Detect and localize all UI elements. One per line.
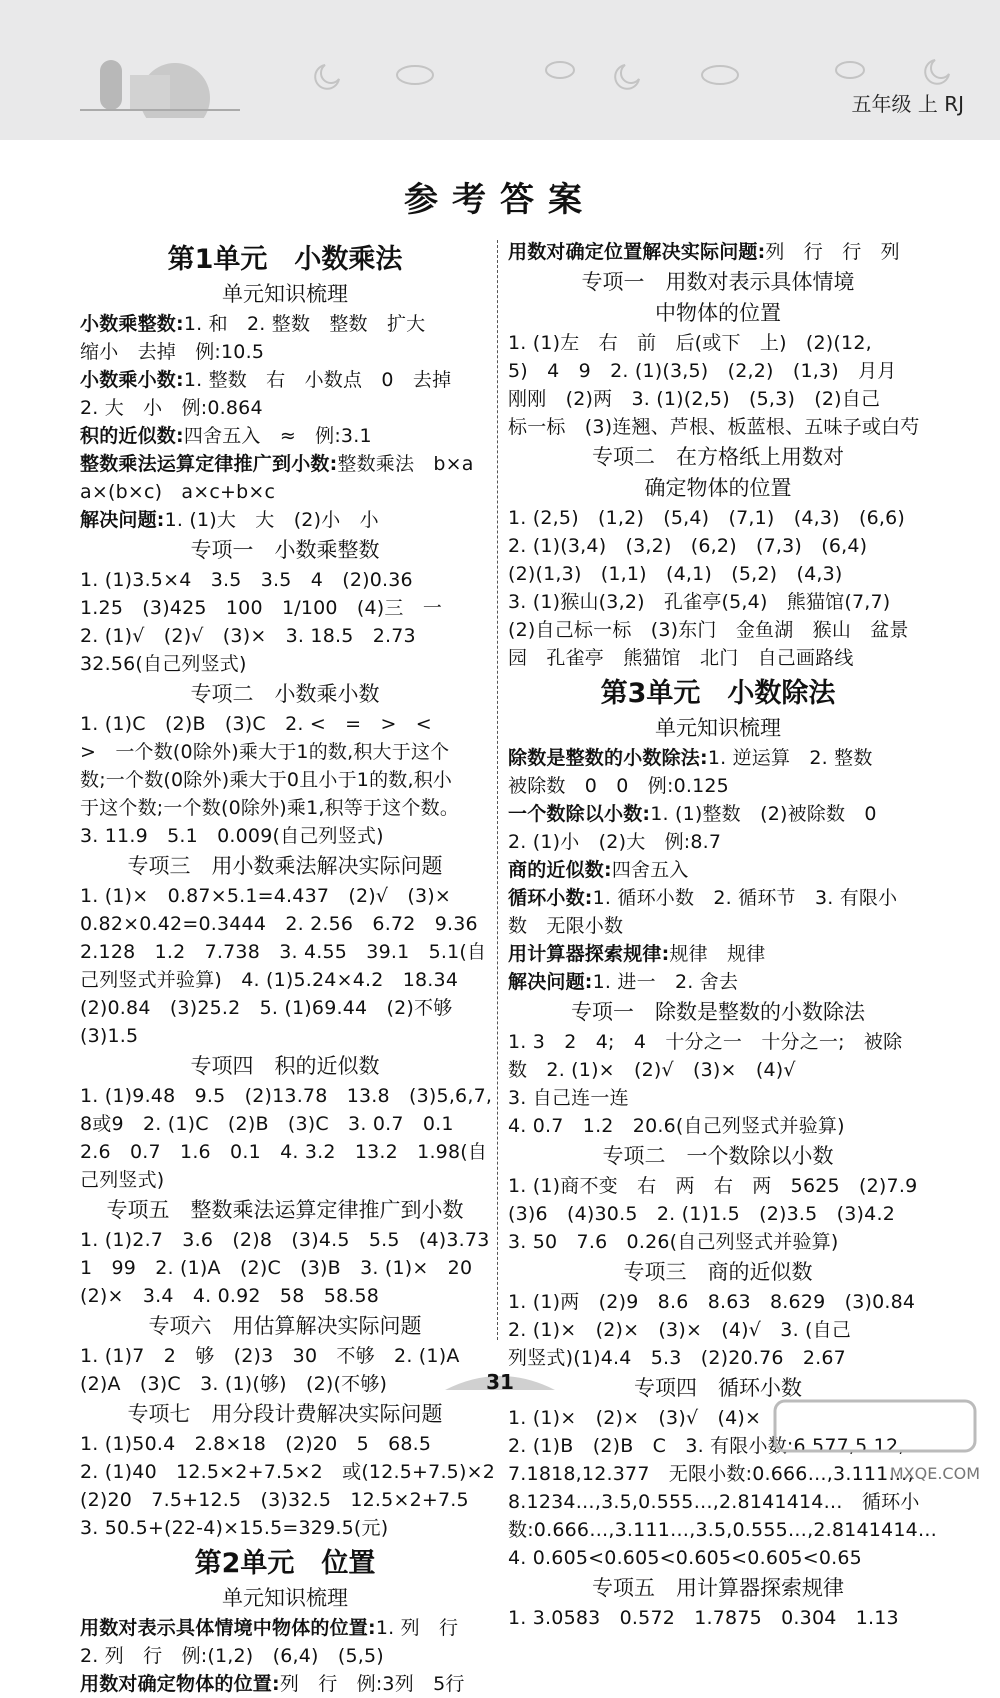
answer-line [80,794,490,822]
answer-line [80,910,490,938]
topic-label: 小数乘小数: [80,369,184,391]
unit-heading [80,242,490,278]
line-text: 1. (1)× 0.87×5.1=4.437 (2)√ (3)× [80,885,452,907]
answer-line [508,884,928,912]
answer-line [80,1226,490,1254]
line-text: (2)(1,3) (1,1) (4,1) (5,2) (4,3) [508,563,843,585]
line-text: 第3单元 小数除法 [600,678,836,709]
unit-heading [80,1546,490,1582]
line-text: 8.1234…,3.5,0.555…,2.8141414… 循环小 [508,1491,920,1513]
line-text: 3. 50.5+(22-4)×15.5=329.5(元) [80,1517,389,1539]
answer-line [508,1460,928,1488]
answer-line [508,1084,928,1112]
topic-label: 用数对表示具体情境中物体的位置: [80,1617,376,1639]
answer-line [80,1458,495,1486]
answer-line [508,800,928,828]
topic-label: 除数是整数的小数除法: [508,747,708,769]
line-text: 数 无限小数 [508,915,624,937]
answer-line [80,1342,490,1370]
line-text: 己列竖式) [80,1169,165,1191]
line-text: 专项四 循环小数 [634,1376,802,1400]
section-heading [508,1142,928,1171]
unit-heading [508,676,928,712]
topic-label: 解决问题: [80,509,165,531]
answer-line [508,357,928,385]
answer-line [80,650,490,678]
answer-line [80,1082,493,1110]
line-text: 专项二 一个数除以小数 [602,1144,834,1168]
answer-line [80,422,490,450]
answer-line [80,566,490,594]
section-heading [80,1400,490,1429]
line-text: 1. 整数 右 小数点 0 去掉 [183,369,452,391]
answer-line [80,1430,490,1458]
column-divider [497,240,498,1340]
line-text: 1. (1)两 (2)9 8.6 8.63 8.629 (3)0.84 [508,1291,916,1313]
line-text: 专项七 用分段计费解决实际问题 [127,1402,443,1426]
line-text: (2)自己标一标 (3)东门 金鱼湖 猴山 盆景 [508,619,909,641]
topic-label: 商的近似数: [508,859,612,881]
line-text: 单元知识梳理 [222,282,348,306]
section-heading [508,474,928,503]
section-heading [508,268,928,297]
line-text: 1. (2,5) (1,2) (5,4) (7,1) (4,3) (6,6) [508,507,906,529]
line-text: 专项三 商的近似数 [623,1260,813,1284]
answer-line [508,1112,928,1140]
line-text: 2. (1)小 (2)大 例:8.7 [508,831,722,853]
answer-line [80,594,490,622]
line-text: 2.128 1.2 7.738 3. 4.55 39.1 5.1(自 [80,941,487,963]
line-text: 1. 3.0583 0.572 1.7875 0.304 1.13 [508,1607,899,1629]
line-text: 0.82×0.42=0.3444 2. 2.56 6.72 9.36 [80,913,478,935]
answer-line [508,912,928,940]
answer-line [508,560,928,588]
answer-line [80,1642,490,1670]
answer-line [508,1200,928,1228]
banner-wave [0,118,1000,158]
answer-line [508,616,928,644]
answer-line [508,1028,928,1056]
line-text: 8或9 2. (1)C (2)B (3)C 3. 0.7 0.1 [80,1113,454,1135]
line-text: 1 99 2. (1)A (2)C (3)B 3. (1)× 20 [80,1257,473,1279]
line-text: 专项五 用计算器探索规律 [592,1576,844,1600]
line-text: (2)× 3.4 4. 0.92 58 58.58 [80,1285,380,1307]
answer-line [80,622,490,650]
line-text: 数 2. (1)× (2)√ (3)× (4)√ [508,1059,796,1081]
line-text: 1. (1)大 大 (2)小 小 [164,509,379,531]
topic-label: 用计算器探索规律: [508,943,670,965]
line-text: 2. 大 小 例:0.864 [80,397,263,419]
answer-line [80,1166,490,1194]
line-text: 整数乘法 b×a [337,453,474,475]
answer-line [508,1488,928,1516]
answer-line [80,738,490,766]
watermark-logo [770,1391,980,1461]
answer-line [80,394,490,422]
line-text: 被除数 0 0 例:0.125 [508,775,729,797]
line-text: (2)A (3)C 3. (1)(够) (2)(不够) [80,1373,388,1395]
line-text: 专项一 除数是整数的小数除法 [571,1000,865,1024]
answer-line [80,766,490,794]
section-heading [80,1052,490,1081]
section-heading [80,280,490,309]
line-text: (2)20 7.5+12.5 (3)32.5 12.5×2+7.5 [80,1489,469,1511]
line-text: 第1单元 小数乘法 [167,244,403,275]
line-text: 专项三 用小数乘法解决实际问题 [127,854,443,878]
line-text: 2. 列 行 例:(1,2) (6,4) (5,5) [80,1645,384,1667]
answer-line [80,338,490,366]
answer-line [80,1614,490,1642]
page-title: 参考答案 [404,180,596,220]
answer-line [508,504,928,532]
answer-line [80,1282,490,1310]
section-heading [508,1574,928,1603]
grade-label: 五年级 上 RJ [851,92,964,116]
answer-line [508,238,928,266]
line-text: 中物体的位置 [655,301,781,325]
topic-label: 用数对确定位置解决实际问题: [508,241,766,263]
line-text: 4. 0.7 1.2 20.6(自己列竖式并验算) [508,1115,845,1137]
topic-label: 积的近似数: [80,425,184,447]
answer-line [80,1110,490,1138]
line-text: 标一标 (3)连翘、芦根、板蓝根、五味子或白芍 [508,416,920,438]
section-heading [80,536,490,565]
answer-line [508,1288,928,1316]
answer-line [80,994,490,1022]
answer-line [508,744,928,772]
line-text: 3. (1)猴山(3,2) 孔雀亭(5,4) 熊猫馆(7,7) [508,591,891,613]
line-text: 单元知识梳理 [222,1586,348,1610]
line-text: 1. (1)商不变 右 两 右 两 5625 (2)7.9 [508,1175,918,1197]
answer-line [508,940,928,968]
line-text: 1. (1)左 右 前 后(或下 上) (2)(12, [508,332,872,354]
answer-line [80,938,490,966]
answer-line [80,1670,490,1698]
answer-line [508,532,928,560]
answer-line [80,1486,490,1514]
line-text: 3. 50 7.6 0.26(自己列竖式并验算) [508,1231,839,1253]
line-text: 刚刚 (2)两 3. (1)(2,5) (5,3) (2)自己 [508,388,881,410]
answer-line [80,1254,490,1282]
line-text: 32.56(自己列竖式) [80,653,247,675]
section-heading [80,1196,490,1225]
banner-decoration [0,0,1000,130]
answer-line [508,1516,938,1544]
line-text: 四舍五入 ≈ 例:3.1 [183,425,372,447]
answer-line [80,882,490,910]
line-text: 列 行 例:3列 5行 [279,1673,465,1695]
line-text: 1. (1)7 2 够 (2)3 30 不够 2. (1)A [80,1345,460,1367]
line-text: 第2单元 位置 [194,1548,376,1579]
line-text: 专项一 小数乘整数 [190,538,380,562]
line-text: 1. (1)C (2)B (3)C 2. < = > < [80,713,432,735]
answer-line [80,1022,490,1050]
answer-line [508,1544,928,1572]
section-heading [80,1312,490,1341]
line-text: 己列竖式并验算) 4. (1)5.24×4.2 18.34 [80,969,459,991]
line-text: 1. (1)9.48 9.5 (2)13.78 13.8 (3)5,6,7, [80,1085,493,1107]
left-column [80,238,495,1698]
line-text: 专项二 在方格纸上用数对 [592,445,844,469]
line-text: a×(b×c) a×c+b×c [80,481,276,503]
line-text: 单元知识梳理 [655,716,781,740]
line-text: 1. (1)整数 (2)被除数 0 [650,803,877,825]
answer-line [508,1172,928,1200]
line-text: 四舍五入 [611,859,689,881]
topic-label: 用数对确定物体的位置: [80,1673,280,1695]
answer-line [508,644,928,672]
line-text: (2)0.84 (3)25.2 5. (1)69.44 (2)不够 [80,997,453,1019]
line-text: 1. 列 行 [375,1617,459,1639]
line-text: 4. 0.605<0.605<0.605<0.605<0.65 [508,1547,862,1569]
topic-label: 一个数除以小数: [508,803,651,825]
section-heading [508,714,928,743]
answer-line [80,1138,490,1166]
topic-label: 小数乘整数: [80,313,184,335]
line-text: 列竖式)(1)4.4 5.3 (2)20.76 2.67 [508,1347,846,1369]
line-text: 2.6 0.7 1.6 0.1 4. 3.2 13.2 1.98(自 [80,1141,488,1163]
section-heading [508,998,928,1027]
topic-label: 整数乘法运算定律推广到小数: [80,453,338,475]
answer-line [80,366,490,394]
section-heading [508,443,928,472]
answer-line [80,966,490,994]
line-text: 1. 和 2. 整数 整数 扩大 [183,313,426,335]
line-text: 1. 进一 2. 舍去 [592,971,739,993]
answer-line [80,822,490,850]
line-text: 5) 4 9 2. (1)(3,5) (2,2) (1,3) 月月 [508,360,897,382]
line-text: 2. (1)√ (2)√ (3)× 3. 18.5 2.73 [80,625,416,647]
line-text: 专项一 用数对表示具体情境 [581,270,855,294]
section-heading [80,852,490,881]
line-text: 1. (1)3.5×4 3.5 3.5 4 (2)0.36 [80,569,413,591]
line-text: 2. (1)(3,4) (3,2) (6,2) (7,3) (6,4) [508,535,868,557]
line-text: 于这个数;一个数(0除外)乘1,积等于这个数。 [80,797,460,819]
line-text: 1. 循环小数 2. 循环节 3. 有限小 [592,887,898,909]
answer-line [508,828,928,856]
line-text: 专项二 小数乘小数 [190,682,380,706]
watermark-site: MXQE.COM [889,1464,980,1483]
line-text: 2. (1)× (2)× (3)× (4)√ 3. (自己 [508,1319,852,1341]
answer-line [508,1604,928,1632]
line-text: 专项五 整数乘法运算定律推广到小数 [106,1198,464,1222]
line-text: 1. (1)50.4 2.8×18 (2)20 5 68.5 [80,1433,432,1455]
line-text: 1. 逆运算 2. 整数 [707,747,873,769]
answer-line [80,478,490,506]
answer-line [508,856,928,884]
answer-line [508,329,928,357]
answer-line [508,588,928,616]
line-text: 列 行 行 列 [765,241,900,263]
answer-line [508,1344,928,1372]
answer-line [80,506,490,534]
answer-line [80,310,490,338]
line-text: 数;一个数(0除外)乘大于0且小于1的数,积小 [80,769,453,791]
line-text: > 一个数(0除外)乘大于1的数,积大于这个 [80,741,450,763]
answer-line [508,1056,928,1084]
line-text: 数:0.666…,3.111…,3.5,0.555…,2.8141414… [508,1519,938,1541]
topic-label: 解决问题: [508,971,593,993]
section-heading [80,1584,490,1613]
answer-line [508,1228,928,1256]
section-heading [508,1258,928,1287]
answer-line [508,413,928,441]
answer-line [508,968,928,996]
section-heading [80,680,490,709]
section-heading [508,299,928,328]
line-text: 7.1818,12.377 无限小数:0.666…,3.111…, [508,1463,914,1485]
line-text: 1. (1)2.7 3.6 (2)8 (3)4.5 5.5 (4)3.73 [80,1229,490,1251]
answer-line [508,385,928,413]
line-text: 规律 规律 [669,943,766,965]
line-text: 专项四 积的近似数 [190,1054,380,1078]
line-text: 3. 自己连一连 [508,1087,629,1109]
line-text: 2. (1)B (2)B C 3. 有限小数:6.577,5.12, [508,1435,905,1457]
line-text: 缩小 去掉 例:10.5 [80,341,265,363]
answer-line [508,772,928,800]
line-text: 专项六 用估算解决实际问题 [148,1314,422,1338]
answer-line [508,1316,928,1344]
line-text: (3)1.5 [80,1025,139,1047]
line-text: 1.25 (3)425 100 1/100 (4)三 一 [80,597,443,619]
line-text: 2. (1)40 12.5×2+7.5×2 或(12.5+7.5)×2 [80,1461,495,1483]
line-text: 1. 3 2 4; 4 十分之一 十分之一; 被除 [508,1031,903,1053]
line-text: (3)6 (4)30.5 2. (1)1.5 (2)3.5 (3)4.2 [508,1203,895,1225]
line-text: 园 孔雀亭 熊猫馆 北门 自己画路线 [508,647,854,669]
answer-line [80,710,490,738]
answer-line [80,1514,490,1542]
answer-line [80,450,490,478]
page-number: 31 [486,1370,514,1394]
topic-label: 循环小数: [508,887,593,909]
line-text: 3. 11.9 5.1 0.009(自己列竖式) [80,825,384,847]
line-text: 确定物体的位置 [644,476,792,500]
line-text: 1. (1)× (2)× (3)√ (4)× [508,1407,762,1429]
